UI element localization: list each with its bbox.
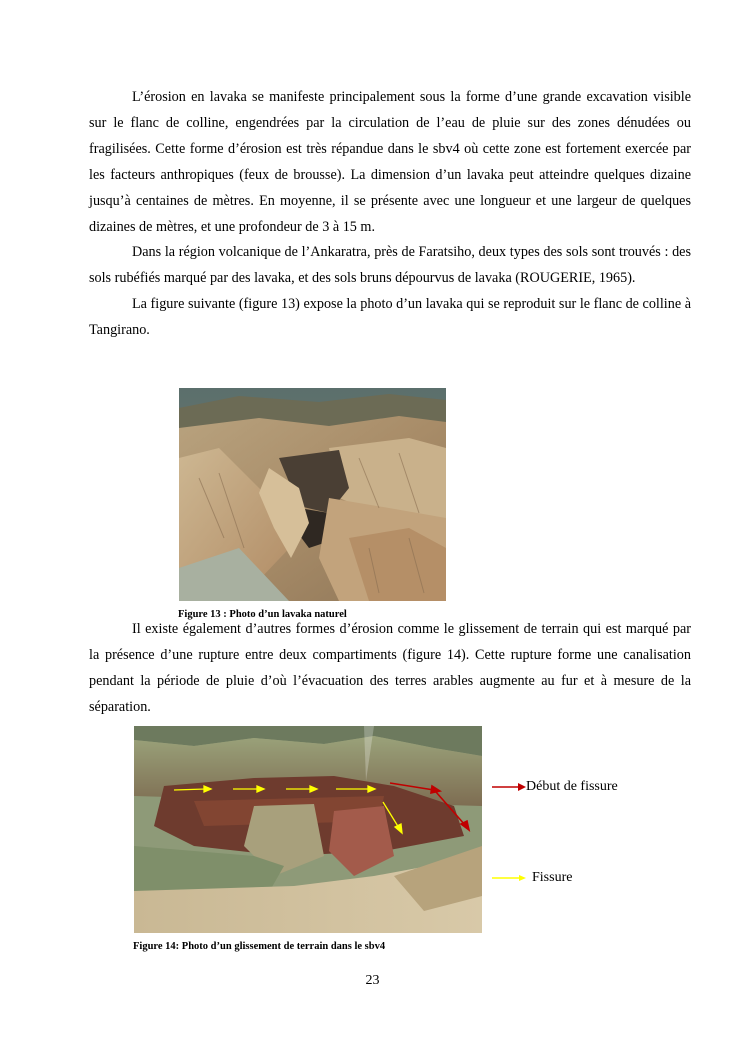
landslide-photo-image: [134, 726, 482, 933]
landslide-text: [89, 617, 691, 721]
legend-fissure: [491, 869, 572, 887]
legend-fissure-label: Fissure: [532, 870, 573, 885]
paragraph-lavaka-definition: L’érosion en lavaka se manifeste principalement sous la forme d’une grande excavation visible sur le flanc de colline, engendrées par la circulation de l’eau de pluie sur des zones dénudées ou fragilisées. Cette forme d’érosion est très répandue dans le sbv4 où cette zone est fortement exercée par les facteurs anthropiques (feux de brousse). La dimension d’un lavaka peut atteindre quelques dizaine jusqu’à centaines de mètres. En moyenne, il se présente avec une longueur et une largeur de quelques dizaines de mètres, et une profondeur de 3 à 15 m.: [89, 89, 691, 235]
legend-fissure-start-label: Début de fissure: [526, 779, 618, 794]
lavaka-photo-image: [179, 388, 446, 601]
figure-13-photo: [179, 388, 446, 601]
page-number: 23: [365, 973, 380, 988]
yellow-arrow-icon: [491, 869, 526, 887]
paragraph-ankaratra: Dans la région volcanique de l’Ankaratra, près de Faratsiho, deux types des sols sont trouvés : des sols rubéfiés marqué par des lavaka, et des sols bruns dépourvus de lavaka (ROUGERIE, 1965).: [89, 244, 691, 287]
figure-14-caption: Figure 14: Photo d’un glissement de terrain dans le sbv4: [133, 941, 386, 952]
paragraph-glissement: Il existe également d’autres formes d’érosion comme le glissement de terrain qui est marqué par la présence d’une rupture entre deux compartiments (figure 14). Cette rupture forme une canalisation pendant la période de pluie d’où l’évacuation des terres arables augmente au fur et à mesure de la séparation.: [89, 621, 691, 715]
paragraph-figure13-intro: La figure suivante (figure 13) expose la photo d’un lavaka qui se reproduit sur le flanc de colline à Tangirano.: [89, 296, 691, 339]
figure-13-caption: Figure 13 : Photo d’un lavaka naturel: [178, 609, 347, 620]
legend-fissure-start: [491, 778, 618, 796]
figure-14-photo: [134, 726, 482, 933]
red-arrow-icon: [491, 778, 526, 796]
intro-text: [89, 85, 691, 344]
